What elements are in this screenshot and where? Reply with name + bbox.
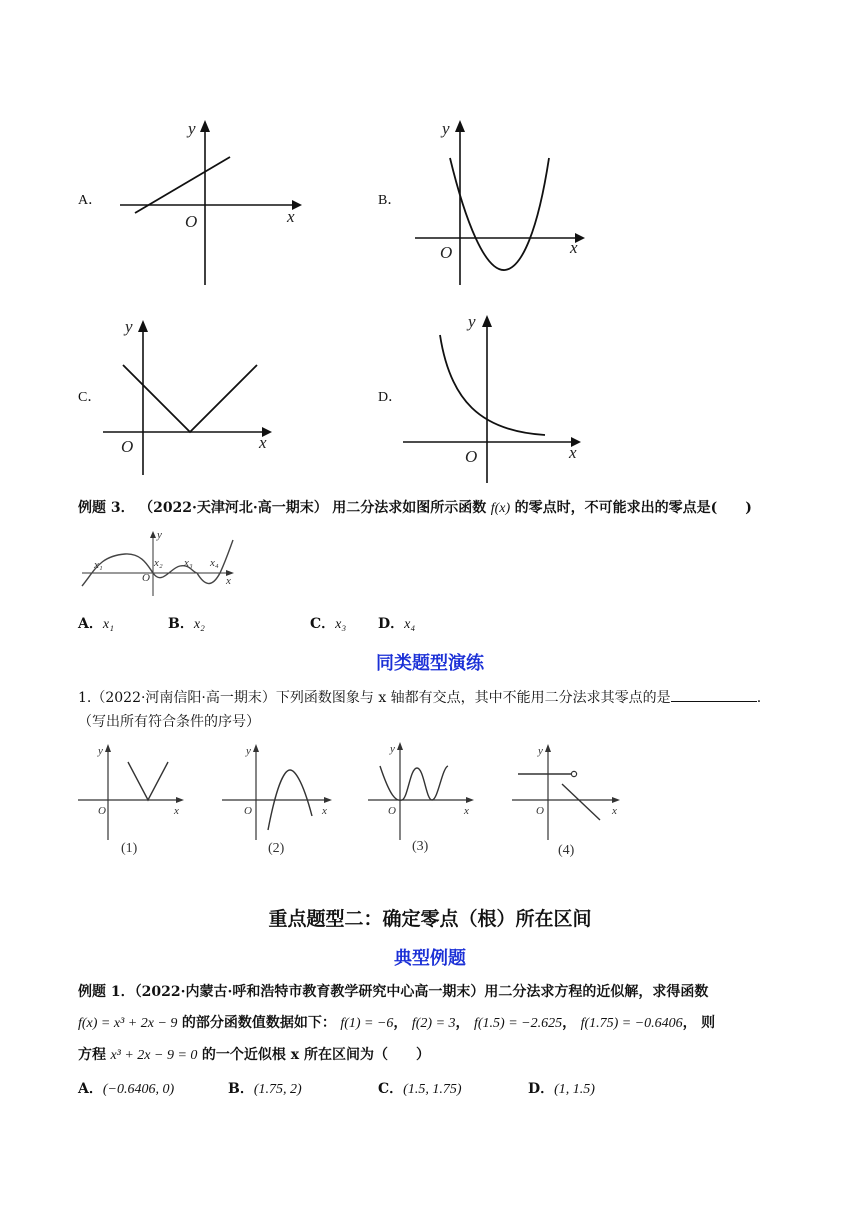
answer-blank bbox=[671, 689, 757, 702]
example1-func: f(x) = x³ + 2x − 9 bbox=[78, 1016, 178, 1031]
y-axis-label: y bbox=[98, 745, 103, 757]
option-b-label: B． bbox=[378, 193, 402, 208]
x-axis-label: x bbox=[259, 433, 267, 452]
example3-option-a: A．x₁ bbox=[78, 616, 114, 632]
y-axis-label: y bbox=[538, 745, 543, 757]
section-title: 重点题型二：确定零点（根）所在区间 bbox=[268, 908, 592, 930]
y-axis-label: y bbox=[468, 312, 476, 331]
example3-option-c: C．x₃ bbox=[310, 616, 347, 632]
origin-label: O bbox=[465, 447, 478, 466]
y-axis-label: y bbox=[188, 119, 196, 138]
origin-label: O bbox=[98, 805, 106, 817]
practice-graph-3 bbox=[368, 738, 483, 860]
typical-heading: 典型例题 bbox=[394, 948, 466, 969]
x-axis-label: x bbox=[174, 805, 179, 817]
x-axis-label: x bbox=[570, 238, 578, 257]
example3-source: （2022·天津河北·高一期末） bbox=[139, 500, 328, 516]
example1-option-a: A．(−0.6406, 0) bbox=[78, 1081, 175, 1097]
x1-label: x₁ bbox=[94, 559, 103, 571]
x-axis-label: x bbox=[287, 207, 295, 226]
x-axis-label: x bbox=[226, 575, 231, 587]
origin-label: O bbox=[536, 805, 544, 817]
graph-a bbox=[110, 110, 310, 290]
x-axis-label: x bbox=[612, 805, 617, 817]
origin-label: O bbox=[142, 572, 150, 584]
option-d-label: D． bbox=[378, 390, 403, 405]
option-c-label: C． bbox=[78, 390, 102, 405]
option-a-label: A． bbox=[78, 193, 103, 208]
x2-label: x₂ bbox=[154, 557, 163, 569]
practice-graph-2 bbox=[222, 740, 337, 860]
example3-stem bbox=[78, 499, 752, 518]
origin-label: O bbox=[244, 805, 252, 817]
example1-line2: f(x) = x³ + 2x − 9 的部分函数值数据如下： f(1) = −6， f(2) = 3， f(1.5) = −2.625， f(1.75) = −0.6406， 则 bbox=[78, 1015, 716, 1031]
caption-2: (2) bbox=[268, 841, 285, 856]
x-axis-label: x bbox=[322, 805, 327, 817]
example3-stem-post: 的零点时，不可能求出的零点是( ) bbox=[514, 500, 752, 516]
origin-label: O bbox=[121, 437, 134, 456]
example3-graph bbox=[80, 528, 240, 598]
x-axis-label: x bbox=[464, 805, 469, 817]
x-axis-label: x bbox=[569, 443, 577, 462]
graph-c bbox=[95, 310, 285, 480]
graph-b bbox=[410, 110, 590, 290]
practice-graph-4 bbox=[512, 740, 627, 860]
example1-line3: 方程 x³ + 2x − 9 = 0 的一个近似根 x 所在区间为（ ） bbox=[78, 1047, 430, 1063]
example1-option-c: C．(1.5, 1.75) bbox=[378, 1081, 462, 1097]
example1-line1: 例题 1．（2022·内蒙古·呼和浩特市教育教学研究中心高一期末）用二分法求方程的近似解，求得函数 bbox=[78, 984, 709, 1000]
caption-1: (1) bbox=[121, 841, 138, 856]
graph-d bbox=[395, 305, 590, 485]
example3-label: 例题 3． bbox=[78, 500, 135, 516]
practice1-line1: 1.（2022·河南信阳·高一期末）下列函数图象与 x 轴都有交点，其中不能用二分法求其零点的是 . bbox=[78, 690, 762, 706]
example3-stem-pre: 用二分法求如图所示函数 bbox=[332, 500, 487, 516]
example3-option-d: D．x₄ bbox=[378, 616, 416, 632]
origin-label: O bbox=[440, 243, 453, 262]
y-axis-label: y bbox=[125, 317, 133, 336]
caption-4: (4) bbox=[558, 843, 575, 858]
y-axis-label: y bbox=[390, 743, 395, 755]
y-axis-label: y bbox=[157, 529, 162, 541]
origin-label: O bbox=[388, 805, 396, 817]
example1-label: 例题 1． bbox=[78, 984, 135, 1000]
practice-heading: 同类题型演练 bbox=[376, 653, 484, 674]
practice-graph-1 bbox=[78, 740, 188, 860]
example3-option-b: B．x₂ bbox=[168, 616, 205, 632]
x4-label: x₄ bbox=[210, 557, 219, 569]
x3-label: x₃ bbox=[184, 557, 193, 569]
example1-option-d: D．(1, 1.5) bbox=[528, 1081, 595, 1097]
y-axis-label: y bbox=[442, 119, 450, 138]
caption-3: (3) bbox=[412, 839, 429, 854]
example1-option-b: B．(1.75, 2) bbox=[228, 1081, 302, 1097]
practice1-line2: （写出所有符合条件的序号） bbox=[78, 714, 260, 730]
example3-func: f(x) bbox=[490, 501, 511, 516]
y-axis-label: y bbox=[246, 745, 251, 757]
origin-label: O bbox=[185, 212, 198, 231]
